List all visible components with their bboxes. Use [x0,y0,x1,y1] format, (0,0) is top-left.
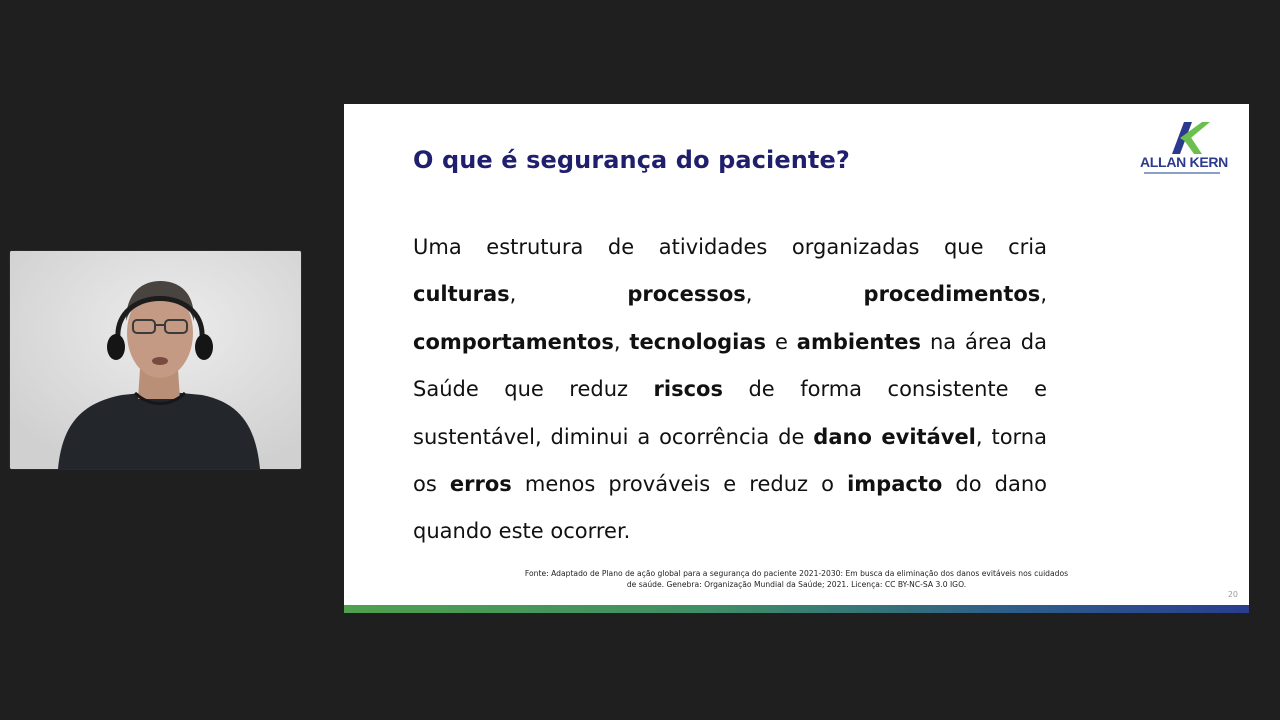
body-text-keyword: processos [627,282,746,307]
body-text-keyword: erros [449,472,512,497]
body-text-keyword: comportamentos [413,329,614,354]
presenter-video [10,251,301,469]
body-text-run: do dano quando este ocorrer. [413,472,1048,544]
logo-tagline-line [1144,172,1220,174]
slide-title: O que é segurança do paciente? [413,146,850,174]
body-text-run: e [766,329,797,354]
body-text-keyword: dano evitável [813,424,976,449]
body-text-run: , [613,329,630,354]
ak-logo-icon [1140,118,1224,158]
allan-kern-logo [1140,118,1228,180]
body-text-run: menos prováveis e reduz o [511,472,848,497]
body-text-keyword: riscos [653,377,723,402]
body-text-keyword: impacto [847,472,943,497]
body-text-run: , [1040,282,1047,307]
logo-wordmark: ALLAN KERN [1140,154,1228,170]
body-text-run: , [745,282,864,307]
body-text-keyword: tecnologias [629,329,767,354]
body-text-run: , torna os [413,424,1047,497]
body-text-run: , [509,282,628,307]
body-text-keyword: culturas [413,282,510,307]
body-text-run: na área da Saúde que reduz [413,329,1047,402]
slide-body-text [413,224,1047,556]
slide-bottom-accent-bar [344,605,1249,613]
slide-page-number: 20 [1227,590,1238,599]
presentation-slide [344,104,1249,613]
body-text-run: de forma consistente e sustentável, diminui a ocorrência de [413,377,1047,449]
source-citation: Fonte: Adaptado de Plano de ação global para a segurança do paciente 2021-2030: Em busca da eliminação dos danos evitáveis nos cuidados de saúde. Genebra: Organização Mundial da Saúde; 2021. Licença: CC BY-NC-SA 3.0 IGO. [524,569,1069,589]
body-text-keyword: ambientes [796,329,922,354]
webcam-video-tile[interactable] [10,251,301,469]
body-text-keyword: procedimentos [863,282,1041,307]
body-text-run: Uma estrutura de atividades organizadas que cria [413,235,1047,259]
